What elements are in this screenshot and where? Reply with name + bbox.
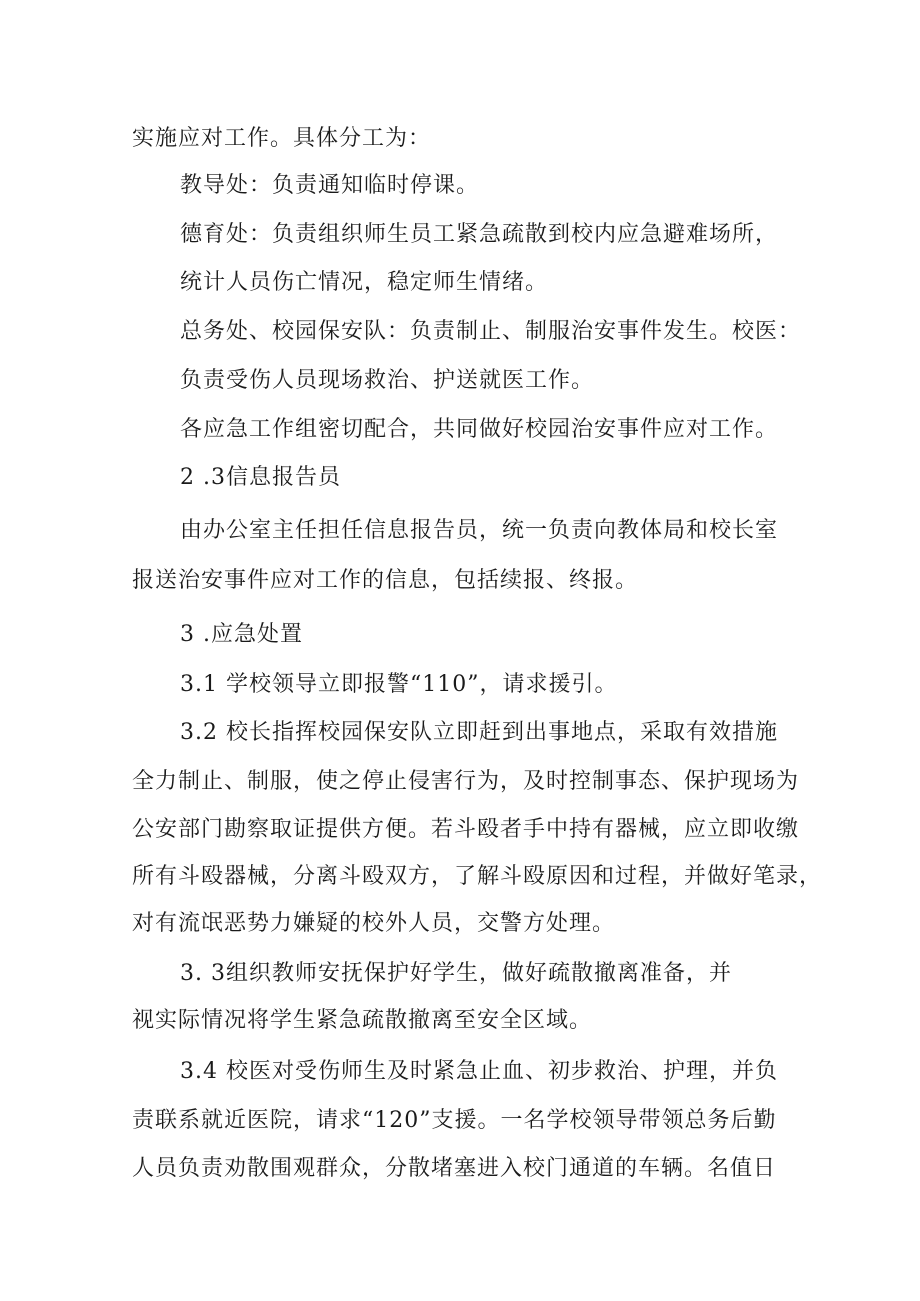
paragraph-line: 负责受伤人员现场救治、护送就医工作。	[180, 368, 595, 393]
paragraph-line: 人员负责劝散围观群众，分散堵塞进入校门通道的车辆。名值日	[132, 1156, 777, 1181]
paragraph-line: 实施应对工作。具体分工为：	[132, 126, 432, 151]
paragraph-line: 由办公室主任担任信息报告员，统一负责向教体局和校长室	[180, 518, 779, 543]
paragraph-line: 各应急工作组密切配合，共同做好校园治安事件应对工作。	[180, 417, 779, 442]
section-heading: 3 .应急处置	[180, 622, 303, 647]
paragraph-line: 报送治安事件应对工作的信息，包括续报、终报。	[132, 568, 639, 593]
paragraph-line: 3.1 学校领导立即报警“110”，请求援引。	[180, 672, 618, 697]
paragraph-line: 责联系就近医院，请求“120”支援。一名学校领导带领总务后勤	[132, 1108, 777, 1133]
paragraph-line: 总务处、校园保安队：负责制止、制服治安事件发生。校医：	[180, 319, 802, 344]
paragraph-line: 德育处：负责组织师生员工紧急疏散到校内应急避难场所，	[180, 222, 779, 247]
paragraph-line: 所有斗殴器械，分离斗殴双方，了解斗殴原因和过程，并做好笔录，	[132, 864, 823, 889]
paragraph-line: 3.4 校医对受伤师生及时紧急止血、初步救治、护理，并负	[180, 1059, 778, 1084]
paragraph-line: 3.2 校长指挥校园保安队立即赶到出事地点，采取有效措施	[180, 720, 778, 745]
paragraph-line: 视实际情况将学生紧急疏散撤离至安全区域。	[132, 1008, 593, 1033]
paragraph-line: 3. 3组织教师安抚保护好学生，做好疏散撤离准备，并	[180, 961, 732, 986]
section-heading: 2 .3信息报告员	[180, 465, 341, 490]
paragraph-line: 统计人员伤亡情况，稳定师生情绪。	[180, 270, 549, 295]
paragraph-line: 对有流氓恶势力嫌疑的校外人员，交警方处理。	[132, 911, 616, 936]
paragraph-line: 教导处：负责通知临时停课。	[180, 173, 480, 198]
paragraph-line: 公安部门勘察取证提供方便。若斗殴者手中持有器械，应立即收缴	[132, 817, 800, 842]
paragraph-line: 全力制止、制服，使之停止侵害行为，及时控制事态、保护现场为	[132, 769, 800, 794]
